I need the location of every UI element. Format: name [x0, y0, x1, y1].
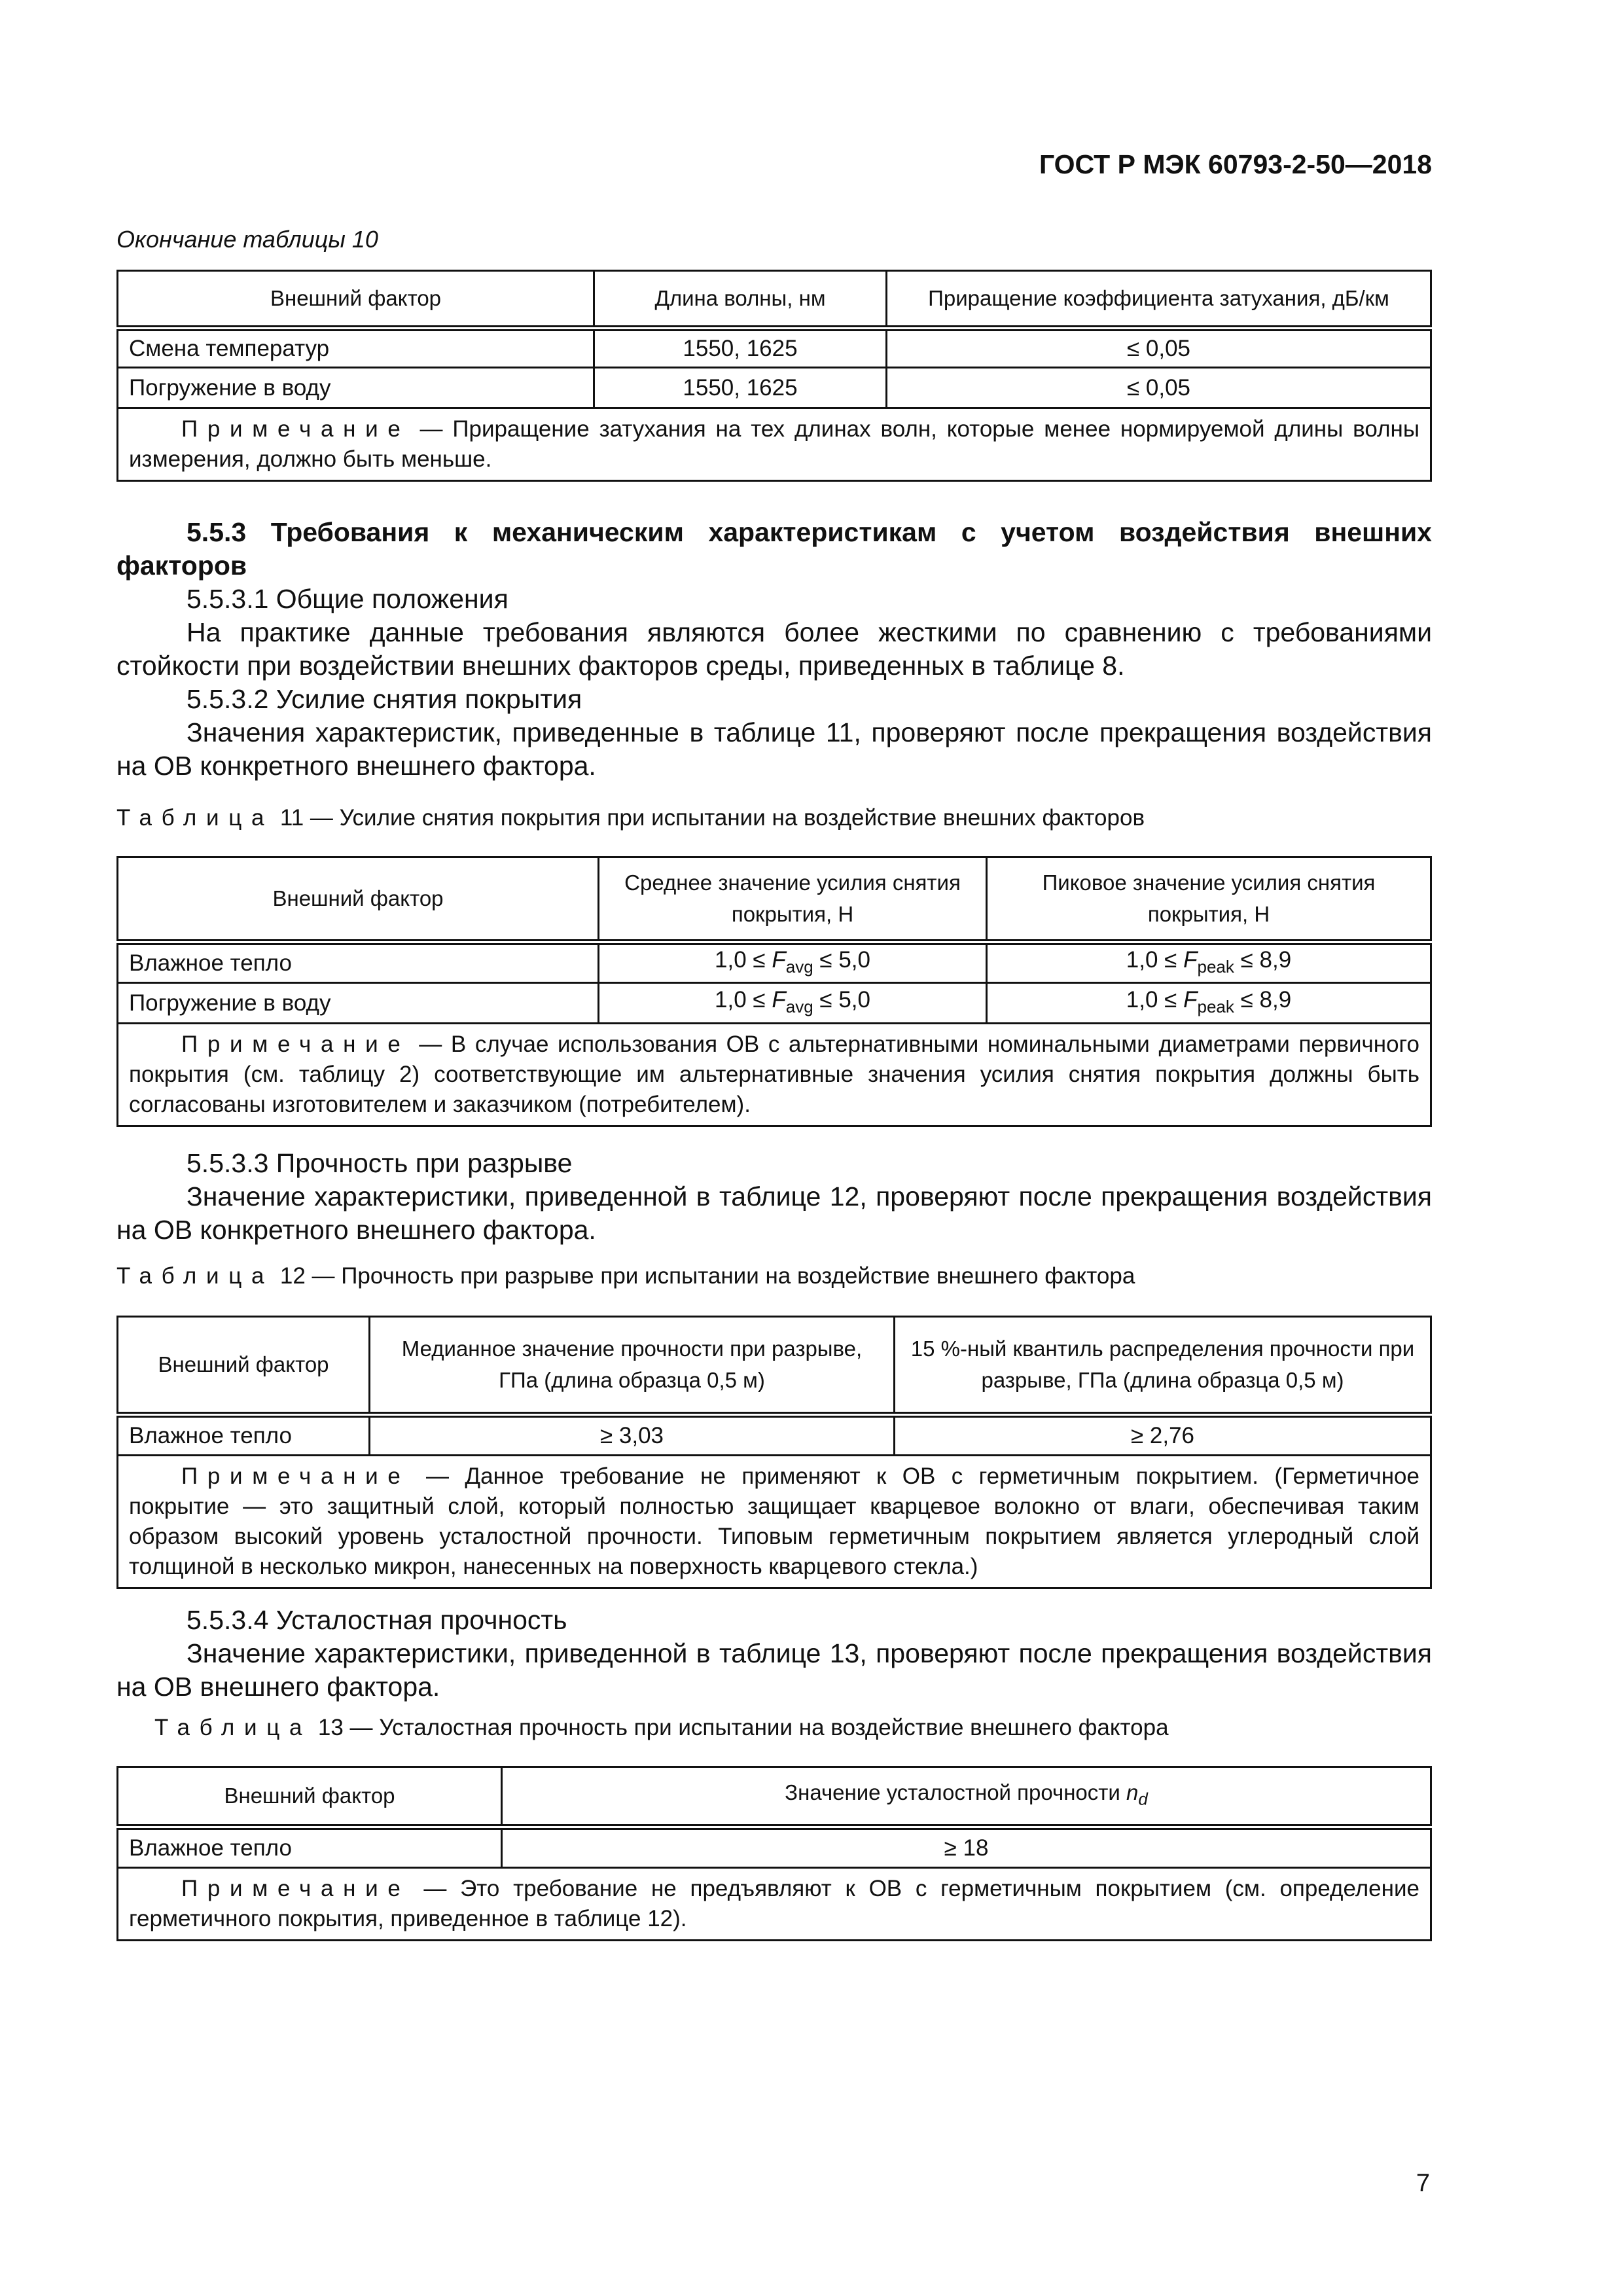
table13-caption: Таблица 13 — Усталостная прочность при испытании на воздействие внешнего фактора	[154, 1715, 1169, 1740]
table-row	[118, 983, 1431, 1024]
table-cell: Смена температур	[118, 329, 594, 368]
table-cell: $1,0 \le F_{peak} \le 8,9$	[987, 983, 1431, 1024]
table13-header-value: Значение усталостной прочности $n_d$	[502, 1767, 1431, 1827]
standard-designation: ГОСТ Р МЭК 60793-2-50—2018	[1039, 149, 1432, 179]
table-cell: ≥ 18	[502, 1827, 1431, 1868]
table-cell: $1,0 \le F_{avg} \le 5,0$	[599, 942, 987, 983]
table-cell: 1550, 1625	[594, 368, 887, 408]
section-title: 5.5.3 Требования к механическим характеристикам с учетом воздействия внешних факторов	[116, 517, 1432, 581]
table11-caption: Таблица 11 — Усилие снятия покрытия при испытании на воздействие внешних факторов	[116, 805, 1145, 831]
table-cell: 1550, 1625	[594, 329, 887, 368]
table-row	[118, 942, 1431, 983]
table-cell: ≤ 0,05	[887, 329, 1431, 368]
table13-note	[118, 1868, 1431, 1941]
subsection-title: 5.5.3.2 Усилие снятия покрытия	[187, 684, 582, 714]
table11-header-average: Среднее значение усилия снятия покрытия, Н	[599, 857, 987, 942]
table-cell: Влажное тепло	[118, 942, 599, 983]
table13	[116, 1766, 1432, 1941]
table10-header-factor: Внешний фактор	[118, 271, 594, 329]
table12-header-factor: Внешний фактор	[118, 1317, 370, 1415]
table-row	[118, 1827, 1431, 1868]
paragraph: Значение характеристики, приведенной в таблице 12, проверяют после прекращения воздействия на ОВ конкретного внешнего фактора.	[116, 1181, 1432, 1245]
table11-header-factor: Внешний фактор	[118, 857, 599, 942]
table12-caption: Таблица 12 — Прочность при разрыве при испытании на воздействие внешнего фактора	[116, 1263, 1135, 1289]
section-5-5-3-4	[116, 1604, 1432, 1704]
table-cell: Влажное тепло	[118, 1827, 502, 1868]
note-label: Примечание	[181, 1876, 410, 1901]
table-row	[118, 329, 1431, 368]
table10-note	[118, 408, 1431, 481]
table-cell: Влажное тепло	[118, 1415, 370, 1456]
paragraph: Значение характеристики, приведенной в таблице 13, проверяют после прекращения воздействия на ОВ внешнего фактора.	[116, 1638, 1432, 1702]
note-text: — Данное требование не применяют к ОВ с герметичным покрытием. (Герметичное покрытие — это защитный слой, который полностью защищает кварцевое волокно от влаги, обеспечивая таким образом высокий уровень усталостной прочности. Типовым герметичным покрытием является углеродный слой толщиной в несколько микрон, нанесенных на поверхность кварцевого стекла.)	[129, 1463, 1419, 1579]
table11-note	[118, 1024, 1431, 1126]
table12-header-median: Медианное значение прочности при разрыве, ГПа (длина образца 0,5 м)	[370, 1317, 895, 1415]
page-number: 7	[1416, 2170, 1430, 2197]
table10-caption: Окончание таблицы 10	[116, 226, 378, 253]
subsection-title: 5.5.3.4 Усталостная прочность	[187, 1605, 567, 1635]
table-cell: $1,0 \le F_{peak} \le 8,9$	[987, 942, 1431, 983]
section-5-5-3	[116, 516, 1432, 783]
table11-header-peak: Пиковое значение усилия снятия покрытия, Н	[987, 857, 1431, 942]
table12-header-quantile: 15 %-ный квантиль распределения прочности при разрыве, ГПа (длина образца 0,5 м)	[895, 1317, 1431, 1415]
paragraph: На практике данные требования являются более жесткими по сравнению с требованиями стойкости при воздействии внешних факторов среды, приведенных в таблице 8.	[116, 617, 1432, 681]
table-cell: ≥ 3,03	[370, 1415, 895, 1456]
table-row	[118, 1415, 1431, 1456]
section-5-5-3-3	[116, 1147, 1432, 1247]
table-cell: ≥ 2,76	[895, 1415, 1431, 1456]
paragraph: Значения характеристик, приведенные в таблице 11, проверяют после прекращения воздействия на ОВ конкретного внешнего фактора.	[116, 717, 1432, 781]
note-label: Примечание	[181, 416, 410, 442]
table10-header-attenuation: Приращение коэффициента затухания, дБ/км	[887, 271, 1431, 329]
table10	[116, 270, 1432, 482]
table-cell: $1,0 \le F_{avg} \le 5,0$	[599, 983, 987, 1024]
table11	[116, 856, 1432, 1127]
note-text: — В случае использования ОВ с альтернативными номинальными диаметрами первичного покрытия (см. таблицу 2) соответствующие им альтернативные значения усилия снятия покрытия должны быть согласованы изготовителем и заказчиком (потребителем).	[129, 1031, 1419, 1117]
table-cell: Погружение в воду	[118, 368, 594, 408]
table-cell: Погружение в воду	[118, 983, 599, 1024]
table12-note	[118, 1456, 1431, 1588]
subsection-title: 5.5.3.3 Прочность при разрыве	[187, 1148, 573, 1178]
table13-header-factor: Внешний фактор	[118, 1767, 502, 1827]
note-text: — Это требование не предъявляют к ОВ с герметичным покрытием (см. определение герметичного покрытия, приведенное в таблице 12).	[129, 1876, 1419, 1931]
table12	[116, 1316, 1432, 1589]
note-label: Примечание	[181, 1463, 410, 1489]
table-cell: ≤ 0,05	[887, 368, 1431, 408]
note-text: — Приращение затухания на тех длинах волн, которые менее нормируемой длины волны измерения, должно быть меньше.	[129, 416, 1419, 472]
subsection-title: 5.5.3.1 Общие положения	[187, 584, 508, 614]
table-row	[118, 368, 1431, 408]
table10-header-wavelength: Длина волны, нм	[594, 271, 887, 329]
note-label: Примечание	[181, 1031, 410, 1057]
